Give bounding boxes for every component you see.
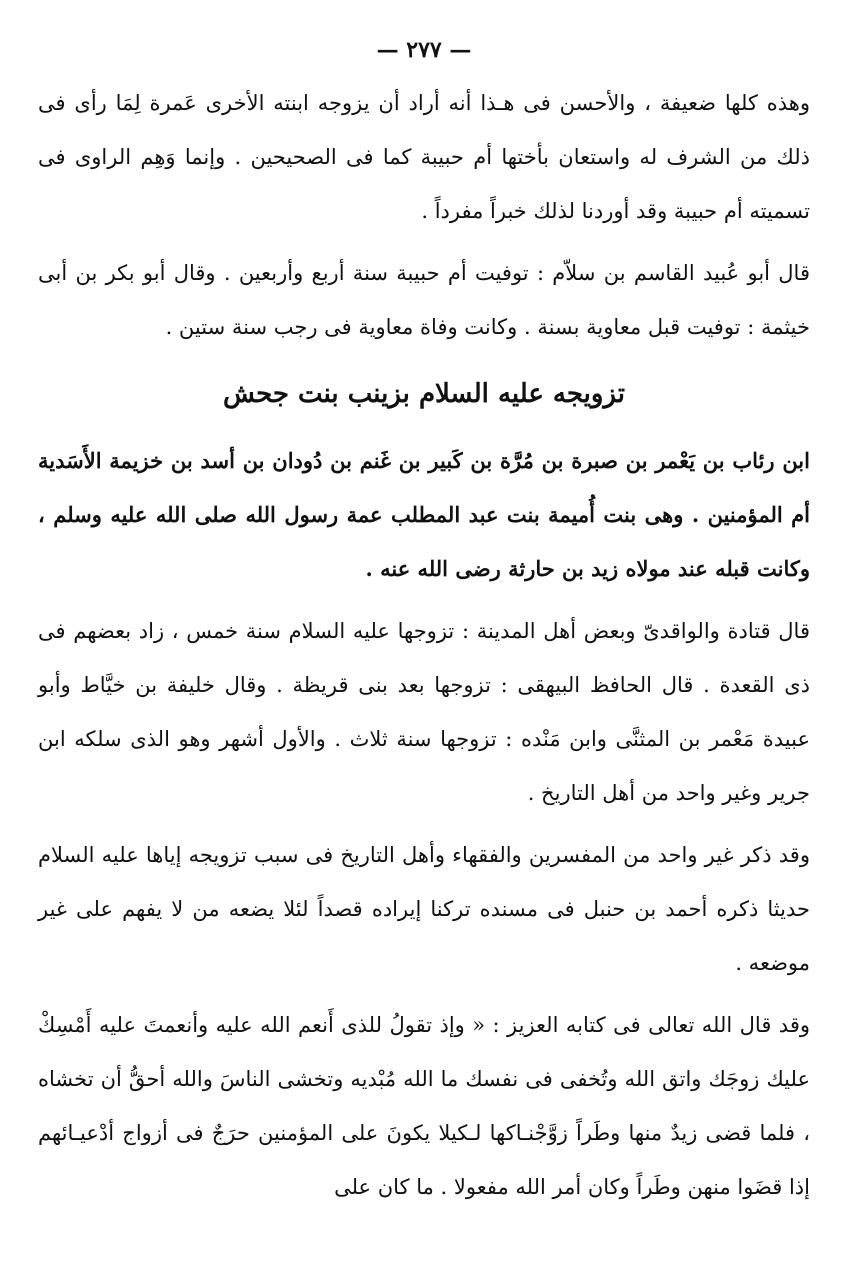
paragraph-4: قال قتادة والواقدىّ وبعض أهل المدينة : تزوجها عليه السلام سنة خمس ، زاد بعضهم فى ذى القعدة . قال الحافظ البيهقى : تزوجها بعد بنى قريظة . وقال خليفة بن خيَّاط وأبو عبيدة مَعْمر بن المثنَّى وابن مَنْده : تزوجها سنة ثلاث . والأول أشهر وهو الذى سلكه ابن جرير وغير واحد من أهل التاريخ .: [38, 619, 810, 805]
section-heading: تزويجه عليه السلام بزينب بنت جحش: [222, 379, 626, 409]
paragraph-2: قال أبو عُبيد القاسم بن سلاّم : توفيت أم حبيبة سنة أربع وأربعين . وقال أبو بكر بن أبى خيثمة : توفيت قبل معاوية بسنة . وكانت وفاة معاوية فى رجب سنة ستين .: [38, 261, 810, 339]
paragraph-6: وقد قال الله تعالى فى كتابه العزيز : « وإذ تقولُ للذى أَنعم الله عليه وأنعمتَ عليه أَمْسِكْ عليك زوجَك واتق الله وتُخفى فى نفسك ما الله مُبْديه وتخشى الناسَ والله أحقُّ أن تخشاه ، فلما قضى زيدٌ منها وطَراً زوَّجْنـاكها لـكيلا يكونَ على المؤمنين حرَجٌ فى أزواج أدْعيـائهم إذا قضَوا منهن وطَراً وكان أمر الله مفعولا . ما كان على: [38, 1013, 810, 1199]
paragraph-3: ابن رئاب بن يَعْمر بن صبرة بن مُرَّة بن كَبير بن غَنم بن دُودان بن أسد بن خزيمة الأَسَدية أم المؤمنين . وهى بنت أُميمة بنت عبد المطلب عمة رسول الله صلى الله عليه وسلم ، وكانت قبله عند مولاه زيد بن حارثة رضى الله عنه .: [38, 448, 810, 581]
paragraph-1: وهذه كلها ضعيفة ، والأحسن فى هـذا أنه أراد أن يزوجه ابنته الأخرى عَمرة لِمَا رأى فى ذلك من الشرف له واستعان بأختها أم حبيبة كما فى الصحيحين . وإنما وَهِم الراوى فى تسميته أم حبيبة وقد أوردنا لذلك خبراً مفرداً .: [38, 91, 810, 223]
paragraph-5: وقد ذكر غير واحد من المفسرين والفقهاء وأهل التاريخ فى سبب تزويجه إياها عليه السلام حديثا ذكره أحمد بن حنبل فى مسنده تركنا إيراده قصداً لئلا يضعه من لا يفهم على غير موضعه .: [38, 843, 810, 975]
page-number: — ٢٧٧ —: [376, 37, 472, 63]
document-page: [38, 30, 810, 1222]
